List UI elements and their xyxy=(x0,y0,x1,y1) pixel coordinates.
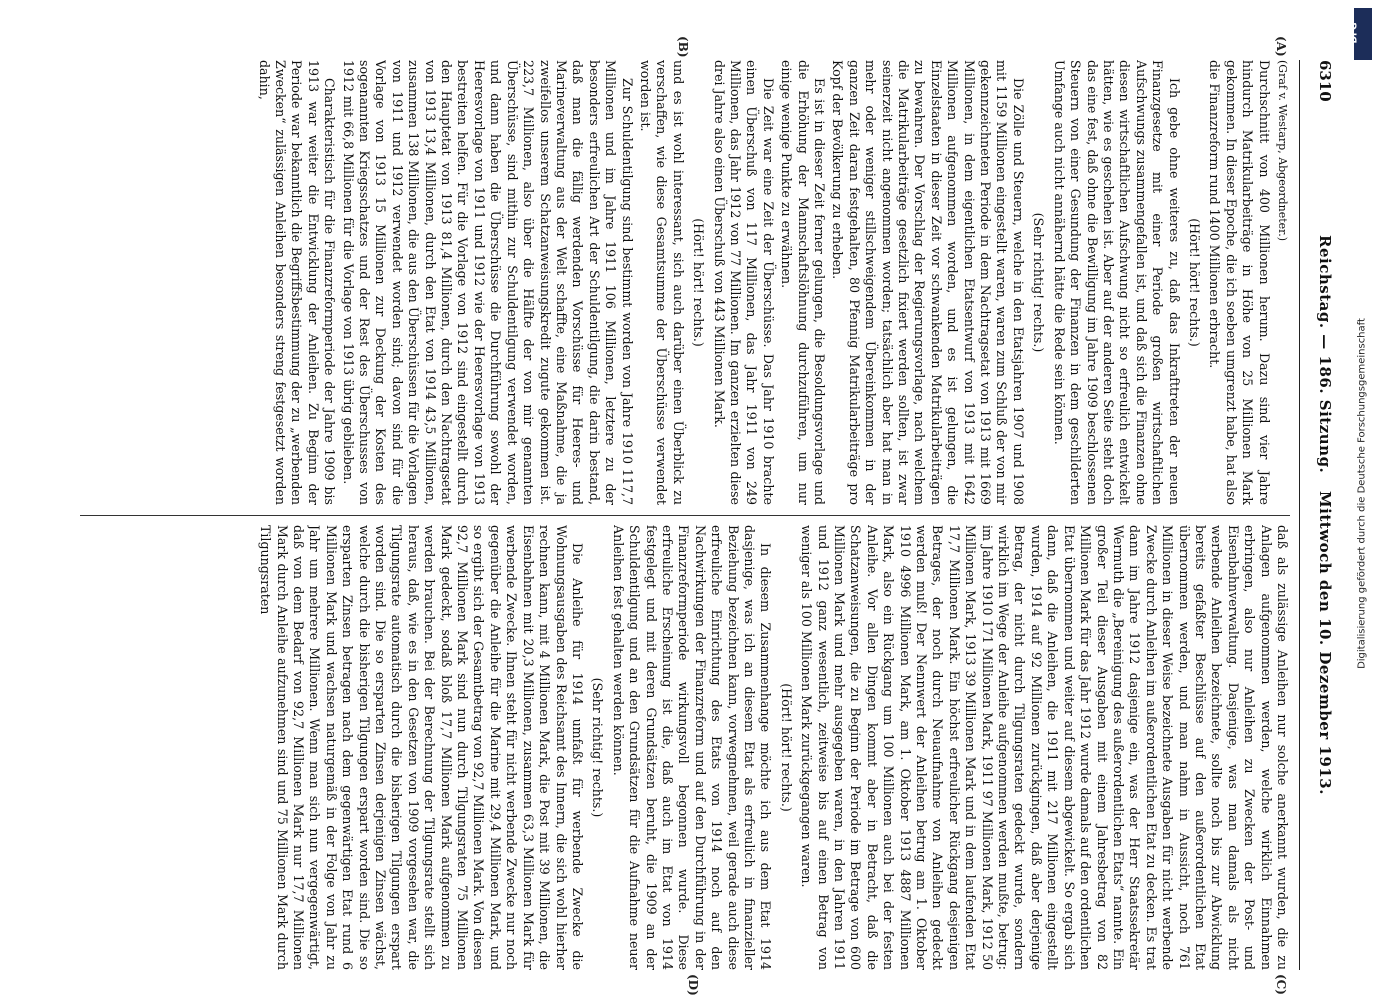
column-divider xyxy=(80,515,1290,516)
right-column xyxy=(65,525,1290,970)
title-right: Mittwoch den 10. Dezember 1913. xyxy=(1316,491,1334,795)
margin-marker-c: (C) xyxy=(1274,974,1288,995)
paragraph: Zur Schuldentilgung sind bestimmt worden von Jahre 1910 117,7 Millionen und im Jahre 1911 106 Millionen, letztere zu der besonders erfreulichen Art der Schuldentilgung, die darin bestand, daß man die fällig werdenden Vorschüsse für Heeres- und Marineverwaltung aus der Welt schaffte, eine Maßnahme, die ja zweifellos unserem Schatzanweisungskredit zugute gekommen ist. 223,7 Millionen, also über die Hälfte der von mir genannten Überschüsse, sind mithin zur Schuldentilgung verwendet worden, und dann haben die Überschüsse die Durchführung sowohl der Heeresvorlage von 1911 und 1912 wie der Heeresvorlage von 1913 bestreiten helfen. Für die Vorlage von 1912 sind eingestellt durch den Hauptetat von 1913 81,4 Millionen, durch den Nachtragsetat von 1913 13,4 Millionen, durch den Etat von 1914 43,5 Millionen, zusammen 138 Millionen, die aus den Überschüssen für die Vorlagen von 1911 und 1912 verwendet worden sind; davon sind für die Vorlage von 1913 15 Millionen zur Deckung der Kosten des sogenannten Kriegsschatzes und der Rest des Überschusses von 1912 mit 66,8 Millionen für die Vorlage von 1913 übrig geblieben. xyxy=(340,60,635,505)
interjection: (Sehr richtig! rechts.) xyxy=(590,677,606,818)
speaker-attribution: (Graf v. Westarp, Abgeordneter.) xyxy=(1276,60,1289,242)
interjection: (Hört! hört! rechts.) xyxy=(778,683,794,812)
dfg-logo: DFG xyxy=(1354,8,1372,60)
margin-marker-a: (A) xyxy=(1274,36,1288,57)
paragraph: Die Zeit war eine Zeit der Überschüsse. Das Jahr 1910 brachte einen Überschuß von 117 Millionen, das Jahr 1911 von 249 Millionen, das Jahr 1912 von 77 Millionen. Im ganzen erzielten diese drei Jahre also einen Überschuß von 443 Millionen Mark. xyxy=(711,60,776,505)
digitization-sidebar xyxy=(1349,8,1374,988)
interjection: (Hört! hört! rechts.) xyxy=(691,218,707,347)
paragraph: Die Zölle und Steuern, welche in den Etatsjahren 1907 und 1908 mit 1159 Millionen eingestellt waren, waren zum Schluß der von mir gekennzeichneten Periode in dem Nachtragsetat von 1913 mit 1669 Millionen, in dem eigentlichen Etatsentwurf von 1913 mit 1642 Millionen aufgenommen worden, und es ist gelungen, die Einzelstaaten in dieser Zeit vor schwankenden Matrikularbeiträgen zu bewahren. Der Vorschlag der Regierungsvorlage, nach welchem die Matrikularbeiträge gesetzlich fixiert werden sollten, ist zwar seinerzeit nicht angenommen worden; tatsächlich aber hat man in mehr oder weniger stillschweigendem Übereinkommen in der ganzen Zeit daran festgehalten, 80 Pfennig Matrikularbeiträge pro Kopf der Bevölkerung zu erheben. xyxy=(830,60,1026,505)
paragraph: In diesem Zusammenhange möchte ich aus dem Etat 1914 dasjenige, was ich an diesem Etat als erfreulich in finanzieller Beziehung bezeichnen kann, vorwegnehmen, weil gerade auch diese erfreuliche Einrichtung des Etats von 1914 noch auf den Nachwirkungen der Finanzreform und auf den Durchführung in der Finanzreformperiode wirkungsvoll begonnen wurde. Diese erfreuliche Erscheinung ist die, daß auch im Etat von 1914 festgelegt und mit deren Grundsätzen beruht, die 1909 an der Schuldentilgung und an den Grundsätzen für die Aufnahme neuer Anleihen fest gehalten werden können. xyxy=(610,525,774,970)
rotated-page xyxy=(55,36,1340,996)
paragraph: und es ist wohl interessant, sich auch darüber einen Überblick zu verschaffen, wie diese Gesamtsumme der Überschüsse verwendet worden ist. xyxy=(637,60,686,505)
paragraph: Es ist in dieser Zeit ferner gelungen, die Besoldungsvorlage und die Erhöhung der Mannschaftslöhnung durchzuführen, um nur einige wenige Punkte zu erwähnen. xyxy=(779,60,828,505)
running-title xyxy=(1316,60,1334,970)
title-left: Reichstag. — 186. Sitzung. xyxy=(1316,235,1334,474)
page-header xyxy=(1299,60,1340,970)
margin-marker-b: (B) xyxy=(676,36,690,58)
left-column xyxy=(65,60,1290,505)
page-number: 6310 xyxy=(1316,60,1334,102)
paragraph: Die Anleihe für 1914 umfaßt für werbende Zwecke die Wohnungsausgaben des Reichsamt des Innern, die sich wohl hierher rechnen kann, mit 4 Millionen Mark, die Post mit 39 Millionen, die Eisenbahnen mit 20,3 Millionen, zusammen 63,3 Millionen Mark für werbende Zwecke. Ihnen steht für nicht werbende Zwecke nur noch gegenüber die Anleihe für die Marine mit 29,4 Millionen Mark, und so ergibt sich der Gesamtbetrag von 92,7 Millionen Mark. Von diesen 92,7 Millionen Mark sind nun durch Tilgungsraten 75 Millionen Mark gedeckt, sodaß bloß 17,7 Millionen Mark aufgenommen zu werden brauchen. Bei der Berechnung der Tilgungsrate stellt sich heraus, daß, wie es in den Gesetzen von 1909 vorgesehen war, die Tilgungsrate automatisch durch die bisherigen Tilgungen erspart worden sind. Die so ersparten Zinsen derjenigen Zinsen wächst, welche durch die bisherigen Tilgungen erspart worden sind. Die so ersparten Zinsen betragen nach dem gegenwärtigen Etat rund 6 Millionen Mark und wachsen naturgemäß in der Folge von Jahr zu Jahr um mehrere Millionen. Wenn man sich nun vergegenwärtigt, daß von dem Bedarf von 92,7 Millionen Mark nur 17,7 Millionen Mark durch Anleihe aufzunehmen sind und 75 Millionen Mark durch Tilgungsraten xyxy=(258,525,585,970)
paragraph: daß als zulässige Anleihen nur solche anerkannt wurden, die zu Anlagen aufgenommen werden, welche wirklich Einnahmen erbringen, also nur Anleihen zu Zwecken der Post- und Eisenbahnverwaltung. Dasjenige, was man damals als nicht werbende Anleihen bezeichnete, sollte noch bis zur Abwicklung bereits gefaßter Beschlüsse auf den außerordentlichen Etat übernommen werden, und man nahm in Aussicht, noch 761 Millionen in dieser Weise bezeichnete Ausgaben für nicht werbende Zwecke durch Anleihen im außerordentlichen Etat zu decken. Es trat dann im Jahre 1912 dasjenige ein, was der Herr Staatssekretär Wermuth die „Bereinigung des außerordentlichen Etats“ nannte. Ein großer Teil dieser Ausgaben mit einem Jahresbetrag von 82 Millionen Mark für das Jahr 1912 wurde damals auf den ordentlichen Etat übernommen und weiter auf diesem abgewickelt. So ergab sich dann, daß die Anleihen, die 1911 mit 217 Millionen eingestellt wurden, 1914 auf 92 Millionen zurückgingen, daß aber derjenige Betrag, der nicht durch Tilgungsraten gedeckt wurde, sondern wirklich im Wege der Anleihe aufgenommen werden mußte, betrug: im Jahre 1910 171 Millionen Mark, 1911 97 Millionen Mark, 1912 50 Millionen Mark, 1913 39 Millionen Mark und in dem laufenden Etat 17,7 Millionen Mark. Ein höchst erfreulicher Rückgang desjenigen Betrages, der noch durch Neuaufnahme von Anleihen gedeckt werden muß! Der Nennwert der Anleihen betrug am 1. Oktober 1910 4996 Millionen Mark, am 1. Oktober 1913 4887 Millionen Mark, also ein Rückgang um 100 Millionen auch bei der festen Anleihe. Vor allen Dingen kommt aber in Betracht, daß die Schatzanweisungen, die zu Beginn der Periode im Betrage von 600 Millionen Mark und mehr ausgegeben waren, in den Jahren 1911 und 1912 ganz wesentlich, zeitweise bis auf einen Betrag von weniger als 100 Millionen Mark zurückgegangen waren. xyxy=(799,525,1290,970)
digitization-note: Digitalisierung gefördert durch die Deutsche Forschungsgemeinschaft xyxy=(1356,318,1368,669)
interjection: (Hört! hört! rechts.) xyxy=(1186,218,1202,347)
margin-marker-d: (D) xyxy=(686,974,700,996)
paragraph: Charakteristisch für die Finanzreformperiode der Jahre 1909 bis 1913 war weiter die Entwicklung der Anleihen. Zu Beginn der Periode war bekanntlich die Begriffsbestimmung der zu „werbenden Zwecken“ zulässigen Anleihen besonders streng festgesetzt worden dahin, xyxy=(256,60,338,505)
paragraph: Durchschnitt von 400 Millionen herum. Dazu sind vier Jahre hindurch Matrikularbeiträge in Höhe von 25 Millionen Mark gekommen. In dieser Epoche, die ich soeben umgrenzt habe, hat also die Finanzreform rund 1400 Millionen erbracht. xyxy=(1207,60,1272,505)
paragraph: Ich gebe ohne weiteres zu, daß das Inkrafttreten der neuen Finanzgesetze mit einer Periode großen wirtschaftlichen Aufschwungs zusammengefallen ist, und daß sich die Finanzen ohne diesen wirtschaftlichen Aufschwung nicht so erfreulich entwickelt hätten, wie es geschehen ist. Aber auf der anderen Seite steht doch das eine fest, daß ohne die Bewilligung im Jahre 1909 beschlossenen Steuern von einer Gesundung der Finanzen in dem geschilderten Umfange auch nicht annähernd hätte die Rede sein können. xyxy=(1051,60,1182,505)
interjection: (Sehr richtig! rechts.) xyxy=(1031,212,1047,353)
